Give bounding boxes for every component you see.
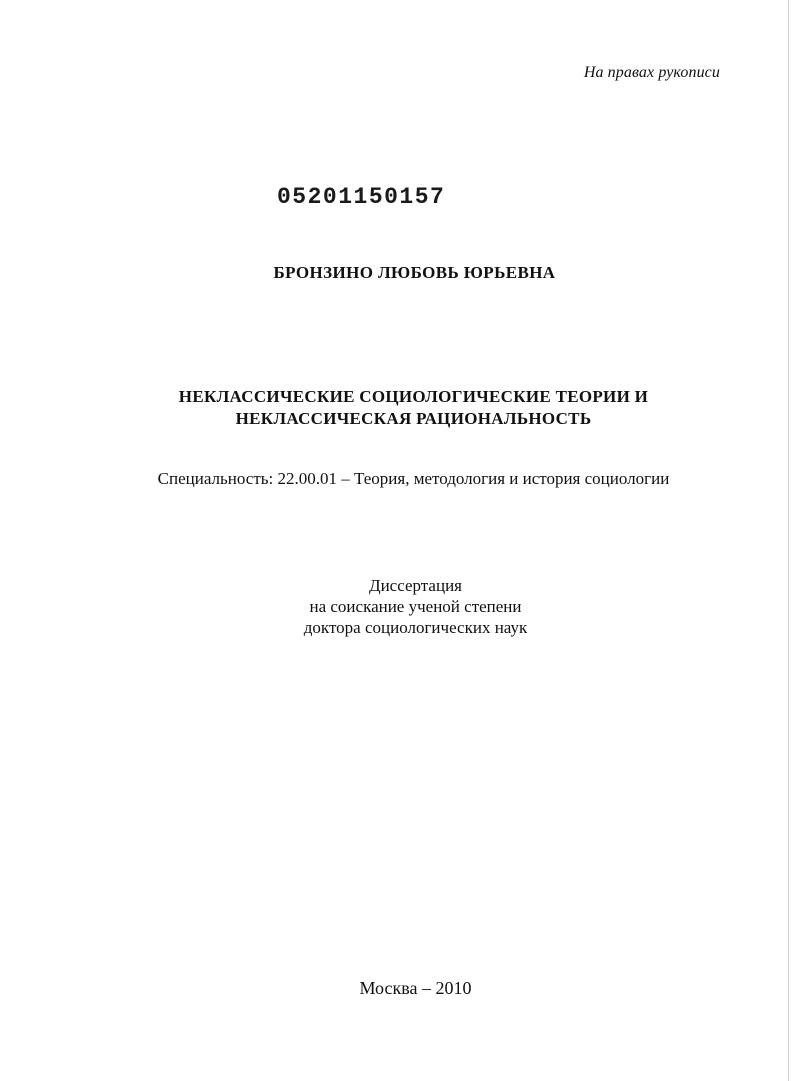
degree-block xyxy=(19,575,793,638)
rights-note: На правах рукописи xyxy=(583,64,720,81)
author-name: БРОНЗИНО ЛЮБОВЬ ЮРЬЕВНА xyxy=(273,263,556,282)
degree-line-1: Диссертация xyxy=(368,576,462,595)
dissertation-title xyxy=(17,386,793,430)
title-line-2: НЕКЛАССИЧЕСКАЯ РАЦИОНАЛЬНОСТЬ xyxy=(235,409,592,428)
degree-line-2: на соискание ученой степени xyxy=(309,597,522,616)
degree-line-3: доктора социологических наук xyxy=(303,618,528,637)
specialty-line: Специальность: 22.00.01 – Теория, методология и история социологии xyxy=(157,469,670,488)
scan-edge-line xyxy=(788,0,789,1081)
library-stamp-number: 05201150157 xyxy=(277,184,446,210)
title-line-1: НЕКЛАССИЧЕСКИЕ СОЦИОЛОГИЧЕСКИЕ ТЕОРИИ И xyxy=(178,387,649,406)
city-year: Москва – 2010 xyxy=(359,978,472,998)
